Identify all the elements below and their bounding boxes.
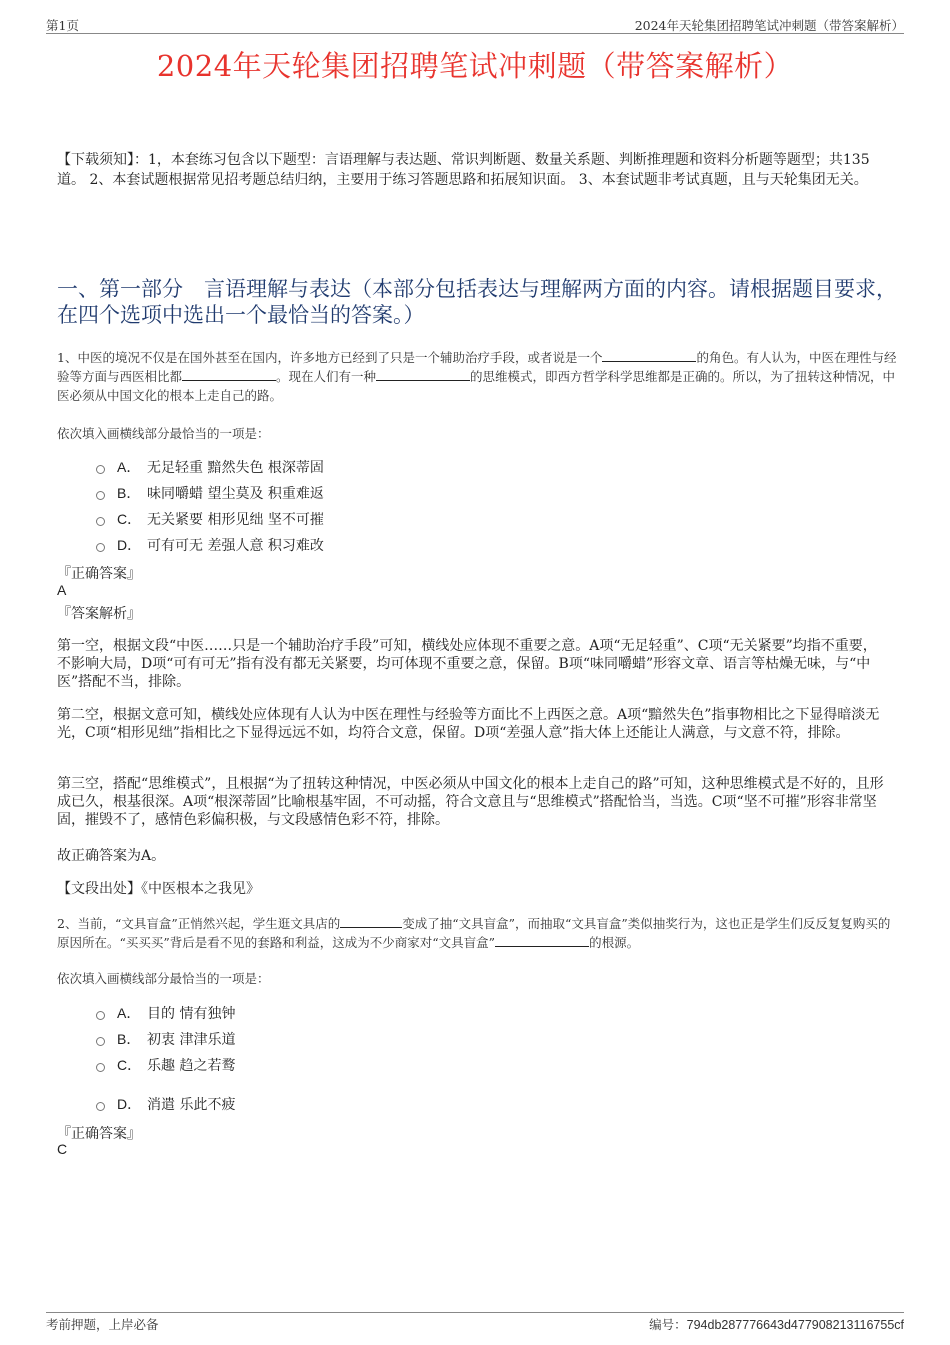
radio-icon[interactable] [96,1102,105,1111]
radio-icon[interactable] [96,491,105,500]
question-1-analysis-conclusion: 故正确答案为A。 [57,848,166,864]
page-number: 第1页 [46,18,79,33]
header-divider [46,33,904,34]
radio-icon[interactable] [96,543,105,552]
question-1-option-b[interactable]: B． 味同嚼蜡 望尘莫及 积重难返 [96,483,324,503]
fill-blank [376,368,470,381]
radio-icon[interactable] [96,1011,105,1020]
question-2-prompt: 依次填入画横线部分最恰当的一项是： [57,971,270,986]
question-2-option-b[interactable]: B． 初衷 津津乐道 [96,1029,235,1049]
question-1-analysis-para: 第一空，根据文段“中医……只是一个辅助治疗手段”可知，横线处应体现不重要之意。A项“无足轻重”、C项“无关紧要”均指不重要，不影响大局，D项“可有可无”指有没有都无关紧要，均可体现不重要之意，保留。B项“味同嚼蜡”形容文章、语言等枯燥无味，与“中医”搭配不当，排除。 [57,638,877,690]
question-1-analysis-para: 第三空，搭配“思维模式”，且根据“为了扭转这种情况，中医必须从中国文化的根本上走自己的路”可知，这种思维模式是不好的，且形成已久，根基很深。A项“根深蒂固”比喻根基牢固，不可动摇，符合文意且与“思维模式”搭配恰当，当选。C项“坚不可摧”形容非常坚固，摧毁不了，感情色彩偏积极，与文段感情色彩不符，排除。 [57,776,884,828]
question-1-answer-label: 『正确答案』 [57,566,141,582]
fill-blank [340,915,402,928]
fill-blank [495,934,589,947]
question-2-option-a[interactable]: A． 目的 情有独钟 [96,1003,235,1023]
question-1-prompt: 依次填入画横线部分最恰当的一项是： [57,426,270,441]
footer-code: 编号：794db287776643d477908213116755cf [649,1317,904,1332]
download-notice: 【下载须知】：1，本套练习包含以下题型：言语理解与表达题、常识判断题、数量关系题、判断推理题和资料分析题等题型；共135道。 2、本套试题根据常见招考题总结归纳，主要用于练习答题思路和拓展知识面。 3、本套试题非考试真题，且与天轮集团无关。 [57,152,870,188]
question-2-option-d[interactable]: D． 消遣 乐此不疲 [96,1094,235,1114]
footer-slogan: 考前押题，上岸必备 [46,1317,159,1332]
radio-icon[interactable] [96,465,105,474]
fill-blank [602,349,696,362]
section-heading: 一、第一部分 言语理解与表达（本部分包括表达与理解两方面的内容。请根据题目要求，在四个选项中选出一个最恰当的答案。） [57,277,897,327]
question-1-answer: A [57,582,67,598]
question-2-answer-label: 『正确答案』 [57,1126,141,1142]
question-1-analysis-para: 第二空，根据文意可知，横线处应体现有人认为中医在理性与经验等方面比不上西医之意。A项“黯然失色”指事物相比之下显得暗淡无光，C项“相形见绌”指相比之下显得远远不如，均符合文意，保留。D项“差强人意”指大体上还能让人满意，与文意不符，排除。 [57,707,880,741]
radio-icon[interactable] [96,517,105,526]
question-1-option-a[interactable]: A． 无足轻重 黯然失色 根深蒂固 [96,457,324,477]
question-1-option-c[interactable]: C． 无关紧要 相形见绌 坚不可摧 [96,509,324,529]
question-1-analysis-label: 『答案解析』 [57,606,141,622]
radio-icon[interactable] [96,1063,105,1072]
header-doc-title: 2024年天轮集团招聘笔试冲刺题（带答案解析） [634,18,904,33]
fill-blank [182,368,276,381]
question-1-stem: 1、中医的境况不仅是在国外甚至在国内，许多地方已经到了只是一个辅助治疗手段，或者说是一个 的角色。有人认为，中医在理性与经验等方面与西医相比都 。现在人们有一种 的思维模式，即西方哲学科学思维都是正确的。所以，为了扭转这种情况，中医必须从中国文化的根本上走自己的路。 [57,350,897,403]
question-2-stem: 2、当前，“文具盲盒”正悄然兴起，学生逛文具店的 变成了抽“文具盲盒”，而抽取“文具盲盒”类似抽奖行为，这也正是学生们反反复复购买的原因所在。“买买买”背后是看不见的套路和利益，这成为不少商家对“文具盲盒” 的根源。 [57,916,891,950]
question-1-option-d[interactable]: D． 可有可无 差强人意 积习难改 [96,535,324,555]
radio-icon[interactable] [96,1037,105,1046]
document-title: 2024年天轮集团招聘笔试冲刺题（带答案解析） [156,49,794,83]
footer-divider [46,1312,904,1313]
question-2-answer: C [57,1141,68,1157]
question-1-source: 【文段出处】《中医根本之我见》 [57,881,260,897]
question-2-option-c[interactable]: C． 乐趣 趋之若鹜 [96,1055,235,1075]
